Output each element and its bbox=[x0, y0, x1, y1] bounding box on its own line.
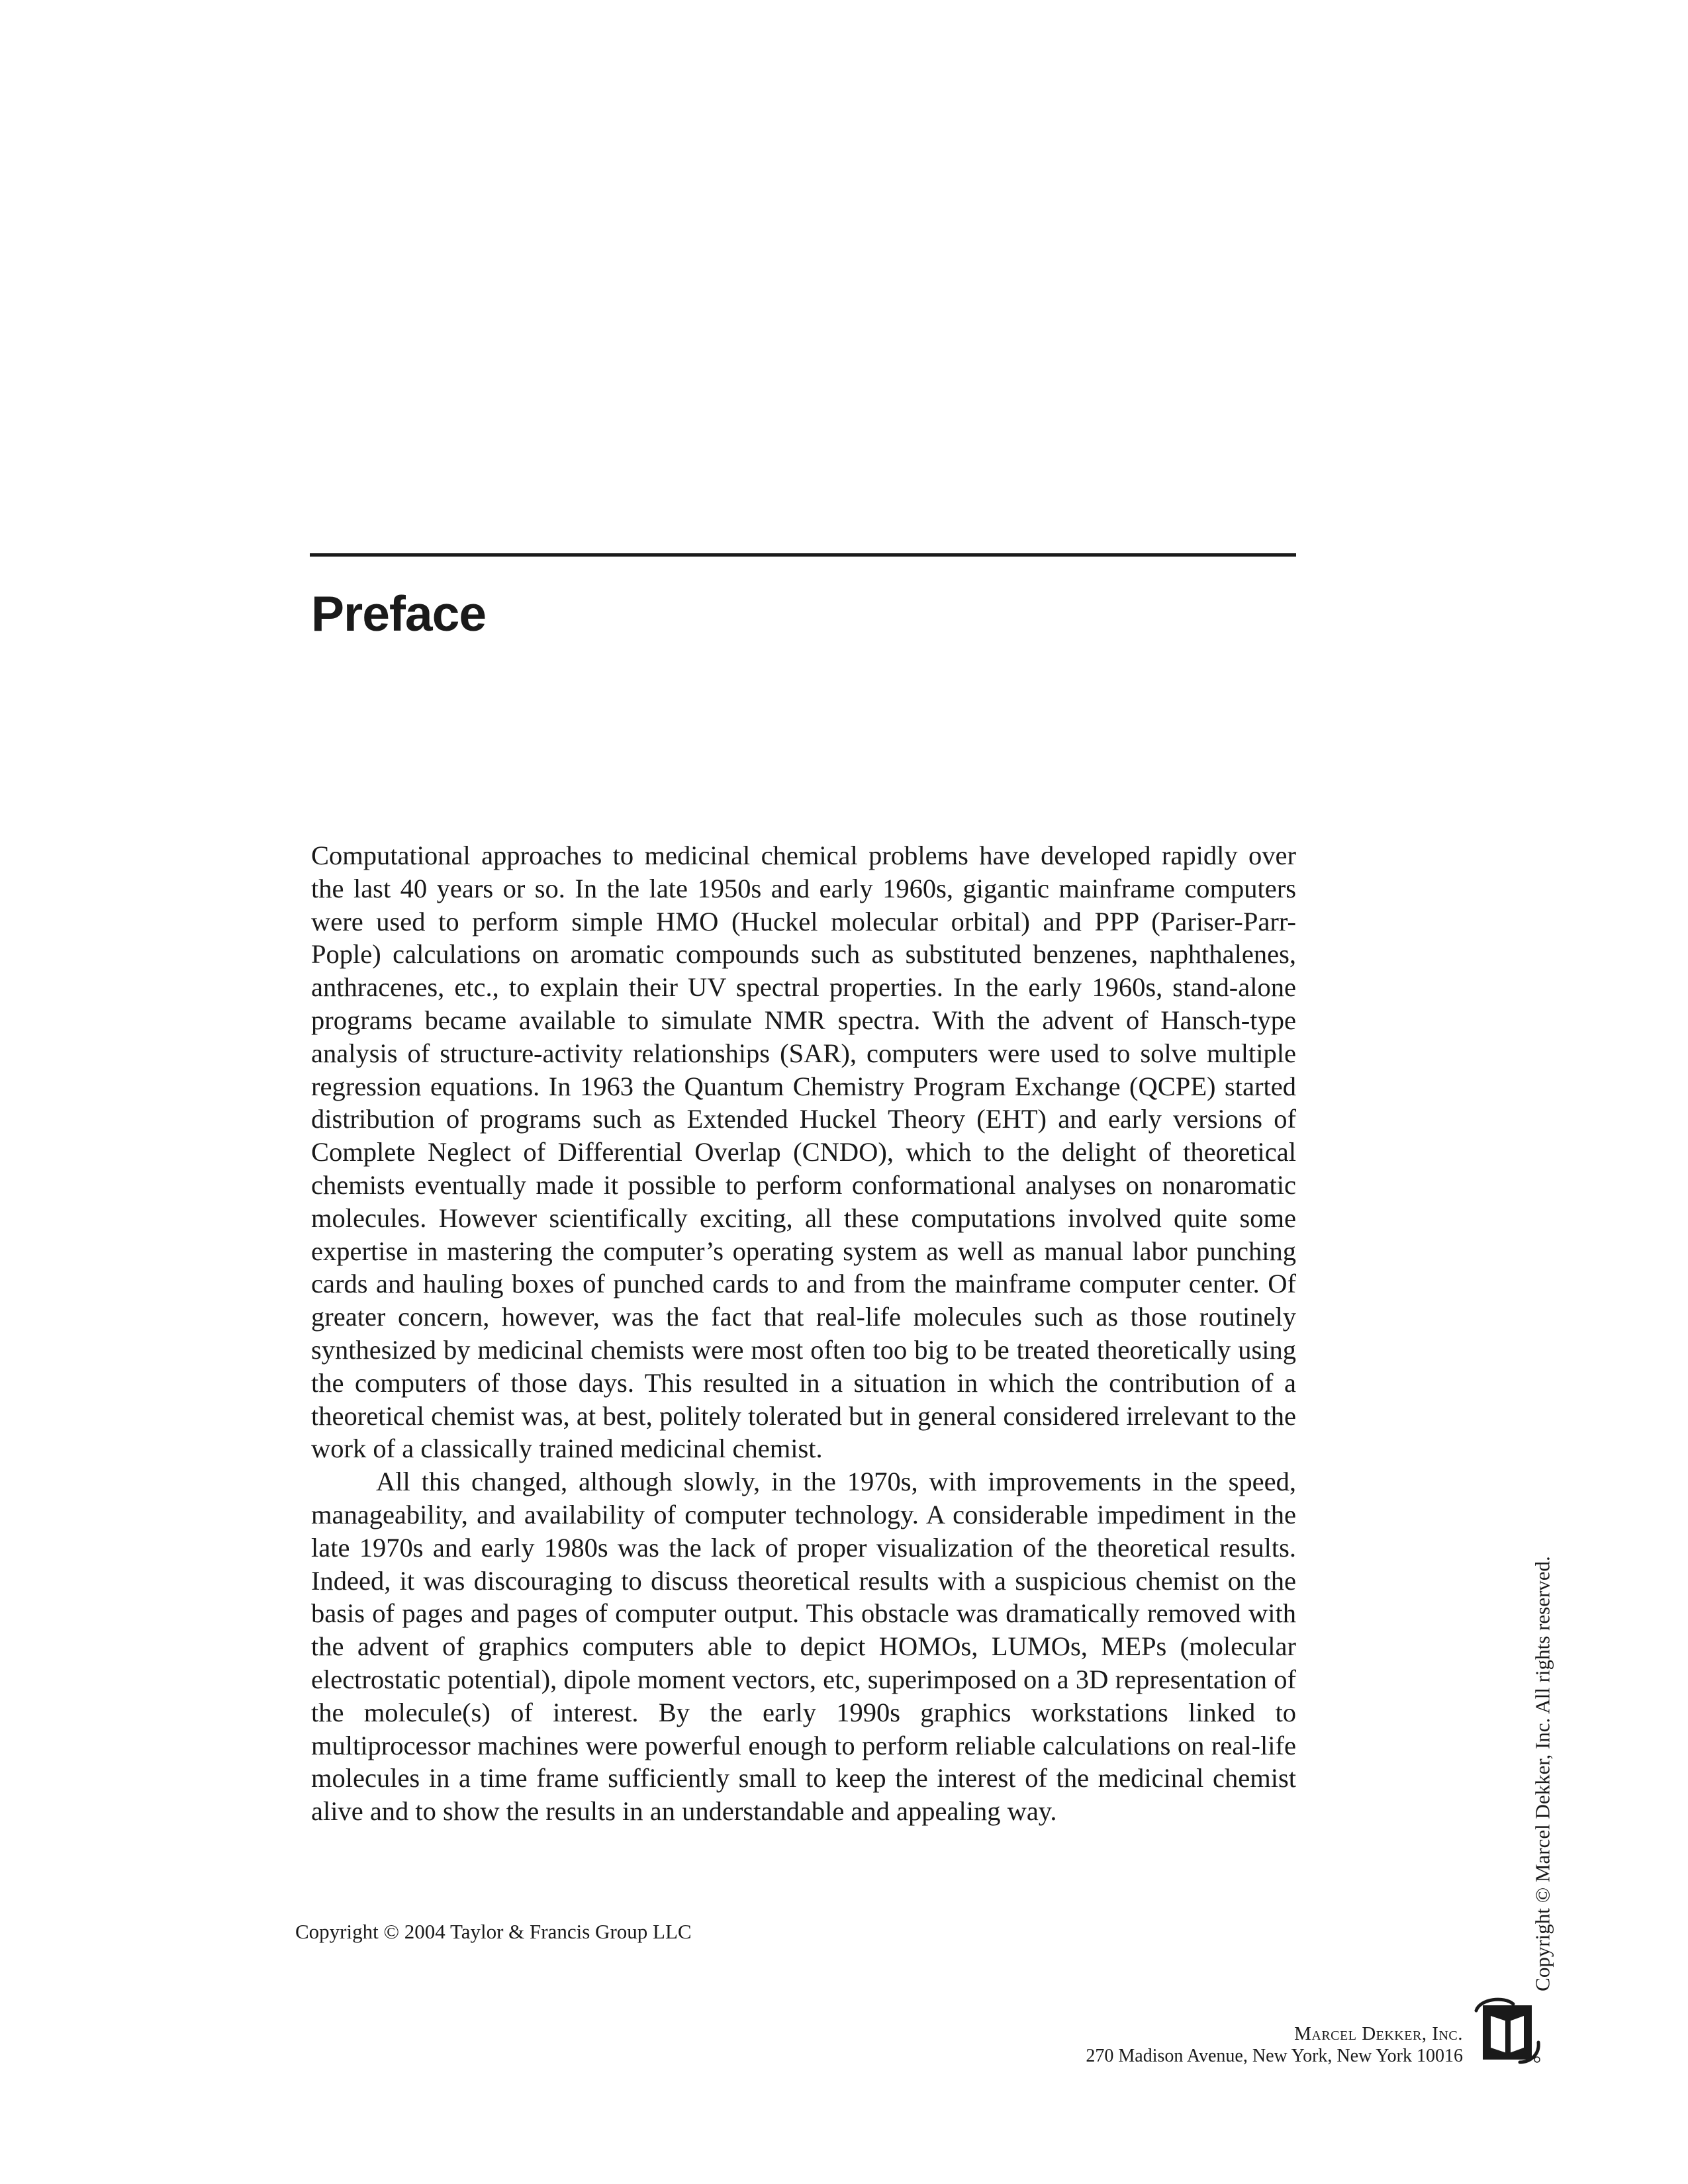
side-copyright-notice bbox=[1528, 1556, 1557, 1991]
side-copyright-text: Copyright © Marcel Dekker, Inc. All rights reserved. bbox=[1530, 1556, 1554, 1991]
publisher-address: 270 Madison Avenue, New York, New York 10016 bbox=[1086, 2046, 1463, 2066]
body-text bbox=[311, 839, 1296, 1828]
publisher-logo-icon bbox=[1474, 1993, 1542, 2065]
page-title: Preface bbox=[311, 586, 487, 641]
footer-copyright: Copyright © 2004 Taylor & Francis Group LLC bbox=[295, 1920, 692, 1943]
publisher-block bbox=[1086, 2023, 1463, 2068]
title-rule bbox=[310, 553, 1296, 557]
publisher-name: Marcel Dekker, Inc. bbox=[1294, 2023, 1463, 2044]
paragraph: All this changed, although slowly, in the 1970s, with improvements in the speed, manageability, and availability of computer technology. A considerable impediment in the late 1970s and early 1980s was the lack of proper visualization of the theoretical results. Indeed, it was discouraging to discuss theoretical results with a suspicious chemist on the basis of pages and pages of computer output. This obstacle was dramatically removed with the advent of graphics computers able to depict HOMOs, LUMOs, MEPs (molecular electrostatic potential), dipole moment vectors, etc, superimposed on a 3D representation of the molecule(s) of interest. By the early 1990s graphics workstations linked to multiprocessor machines were powerful enough to perform reliable calculations on real-life molecules in a time frame sufficiently small to keep the interest of the medicinal chemist alive and to show the results in an understandable and appealing way. bbox=[311, 1467, 1296, 1827]
paragraph: Computational approaches to medicinal chemical problems have developed rapidly over the last 40 years or so. In the late 1950s and early 1960s, gigantic mainframe computers were used to perform simple HMO (Huckel molecular orbital) and PPP (Pariser-Parr-Pople) calculations on aromatic compounds such as substituted benzenes, naphthalenes, anthracenes, etc., to explain their UV spectral properties. In the early 1960s, stand-alone programs became available to simulate NMR spectra. With the advent of Hansch-type analysis of structure-activity relationships (SAR), computers were used to solve multiple regression equations. In 1963 the Quantum Chemistry Program Exchange (QCPE) started distribution of programs such as Extended Huckel Theory (EHT) and early versions of Complete Neglect of Differential Overlap (CNDO), which to the delight of theoretical chemists eventually made it possible to perform conformational analyses on nonaromatic molecules. However scientifically exciting, all these computations involved quite some expertise in mastering the computer’s operating system as well as manual labor punching cards and hauling boxes of punched cards to and from the mainframe computer center. Of greater concern, however, was the fact that real-life molecules such as those routinely synthesized by medicinal chemists were most often too big to be treated theoretically using the computers of those days. This resulted in a situation in which the contribution of a theoretical chemist was, at best, politely tolerated but in general considered irrelevant to the work of a classically trained medicinal chemist. bbox=[311, 841, 1296, 1464]
